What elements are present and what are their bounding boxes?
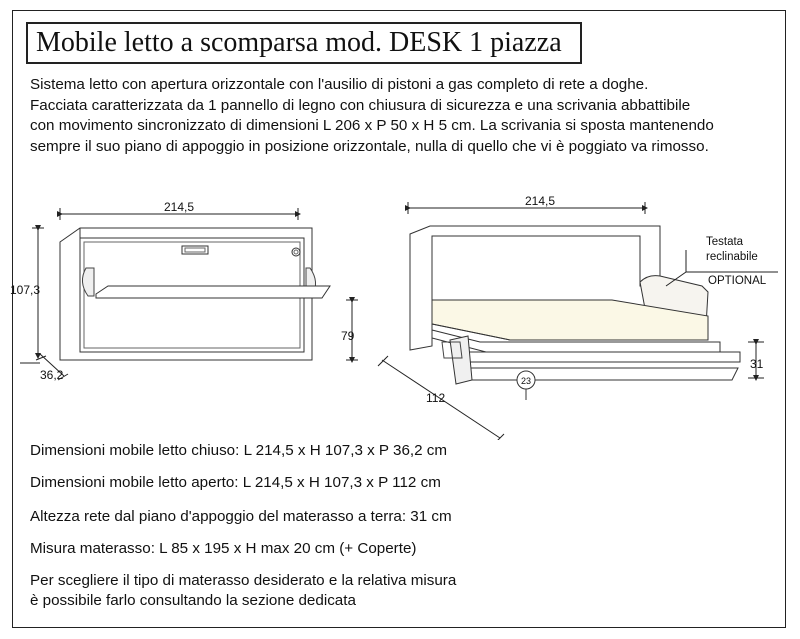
page-title: Mobile letto a scomparsa mod. DESK 1 piazza — [26, 22, 582, 64]
desk-under-bed — [460, 368, 738, 380]
lock-knob — [292, 248, 300, 256]
spec-base-height: Altezza rete dal piano d'appoggio del materasso a terra: 31 cm — [30, 508, 452, 525]
technical-drawing — [0, 190, 800, 440]
headboard-annotation-line1: Testata — [706, 236, 744, 248]
description-line: sempre il suo piano di appoggio in posizione orizzontale, nulla di quello che vi è poggiato va rimosso. — [30, 137, 709, 155]
closed-width-label: 214,5 — [163, 200, 195, 214]
spec-mattress-note-line1: Per scegliere il tipo di materasso desiderato e la relativa misura — [30, 572, 457, 589]
headboard-annotation-line2: reclinabile — [706, 251, 758, 263]
spec-mattress-size: Misura materasso: L 85 x 195 x H max 20 cm (+ Coperte) — [30, 540, 417, 557]
spec-open-dimensions: Dimensioni mobile letto aperto: L 214,5 x H 107,3 x P 112 cm — [30, 474, 441, 491]
description-line: Facciata caratterizzata da 1 pannello di legno con chiusura di sicurezza e una scrivania abbattibile — [30, 96, 691, 114]
spec-closed-dimensions: Dimensioni mobile letto chiuso: L 214,5 x H 107,3 x P 36,2 cm — [30, 442, 448, 459]
lock-handle — [182, 246, 208, 254]
description-line: con movimento sincronizzato di dimensioni L 206 x P 50 x H 5 cm. La scrivania si sposta mantenendo — [30, 117, 714, 134]
description-line: Sistema letto con apertura orizzontale con l'ausilio di pistoni a gas completo di rete a doghe. — [30, 76, 649, 93]
closed-bed-drawing — [20, 208, 358, 380]
closed-height-label: 107,3 — [10, 283, 41, 297]
open-width-label: 214,5 — [524, 194, 556, 208]
closed-depth-label: 36,2 — [40, 368, 64, 382]
support-circle-label: 23 — [520, 376, 532, 386]
open-depth-label: 112 — [426, 391, 446, 405]
product-description — [30, 75, 775, 157]
mattress-base-label: 31 — [750, 357, 764, 371]
spec-mattress-note-line2: è possibile farlo consultando la sezione dedicata — [30, 592, 356, 609]
desk-height-label: 79 — [341, 329, 355, 343]
desk-top — [96, 286, 330, 298]
headboard-annotation-line3: OPTIONAL — [708, 275, 767, 287]
